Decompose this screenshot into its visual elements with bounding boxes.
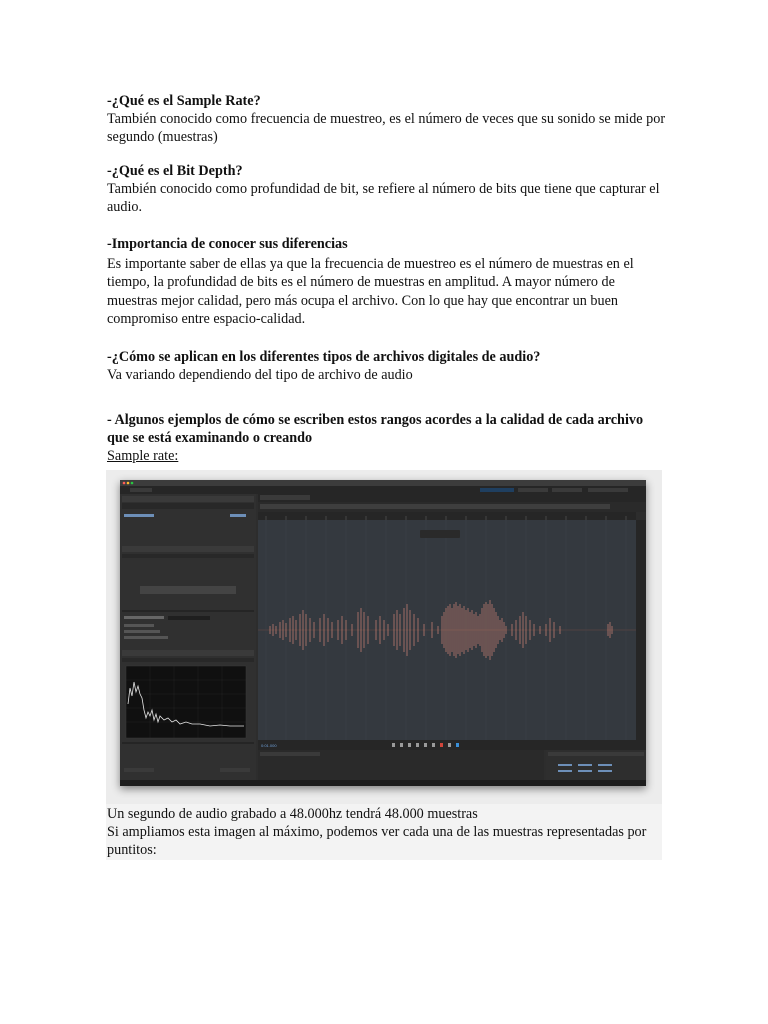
section-examples [107, 411, 667, 466]
heading-application: -¿Cómo se aplican en los diferentes tipos de archivos digitales de audio? [107, 349, 541, 365]
body-importance: Es importante saber de ellas ya que la frecuencia de muestreo es el número de muestras en el tiempo, la profundidad de bits es el número de muestras en amplitud. A mayor número de muestras mejor calidad, pero más ocupa el archivo. Con lo que hay que encontrar un buen compromiso entre espacio-calidad. [107, 256, 634, 327]
body-bit-depth: También conocido como profundidad de bit, se refiere al número de bits que tiene que capturar el audio. [107, 181, 660, 216]
body-application: Va variando dependiendo del tipo de archivo de audio [107, 367, 413, 384]
body-sample-rate: También conocido como frecuencia de muestreo, es el número de veces que su sonido se mide por segundo (muestras) [107, 111, 666, 146]
section-application [107, 348, 667, 384]
timecode-readout: 0:01.000 [261, 743, 277, 748]
audio-editor-screenshot-frame [106, 470, 662, 804]
caption-line-2: Si ampliamos esta imagen al máximo, podemos ver cada una de las muestras representadas por puntitos: [107, 824, 647, 859]
section-sample-rate [107, 92, 667, 147]
audio-editor-screenshot [120, 480, 646, 786]
caption [107, 805, 667, 860]
label-sample-rate: Sample rate: [107, 448, 179, 465]
audio-editor-illustration [120, 480, 646, 786]
heading-importance: -Importancia de conocer sus diferencias [107, 236, 348, 252]
heading-sample-rate: -¿Qué es el Sample Rate? [107, 93, 261, 109]
heading-examples: - Algunos ejemplos de cómo se escriben estos rangos acordes a la calidad de cada archivo que se está examinando o creando [107, 412, 644, 447]
section-importance [107, 235, 667, 328]
heading-bit-depth: -¿Qué es el Bit Depth? [107, 163, 243, 179]
section-bit-depth [107, 162, 667, 217]
caption-line-1: Un segundo de audio grabado a 48.000hz tendrá 48.000 muestras [107, 806, 478, 822]
